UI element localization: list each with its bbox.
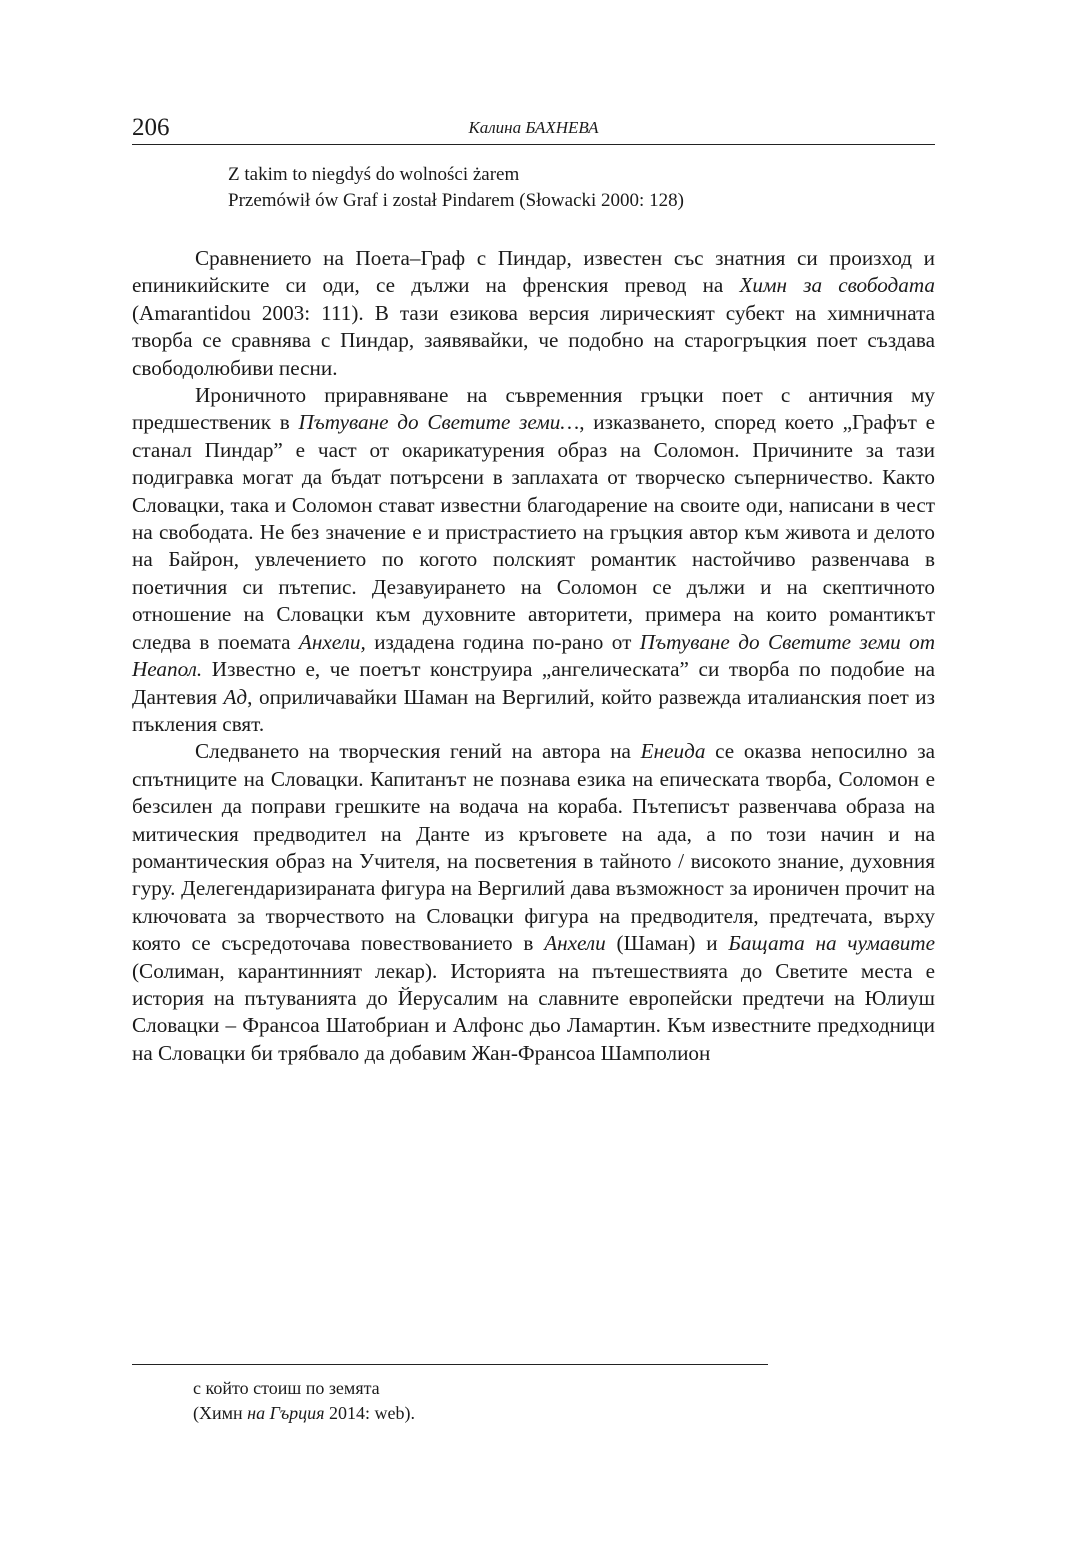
italic-title: Пътуване до Светите земи от Неапол. <box>132 629 936 682</box>
italic-title: на Гърция <box>247 1402 325 1423</box>
text-run: (Солиман, карантинният лекар). Историята на пътешествията до Светите места е история на пътуванията до Йерусалим на славните европейски предтечи на Юлиуш Словацки – Франсоа Шатобриан и Алфонс дьо Ламартин. Към известните предходници на Словацки би трябвало да добавим Жан-Франсоа Шамполион <box>132 958 935 1065</box>
text-run: се оказва непосилно за спътниците на Словацки. Капитанът не познава езика на епическата творба, Соломон е безсилен да поправи грешките на водача на кораба. Пътеписът развенчава образа на митическия предводител на Данте из кръговете на ада, а по този начин и на романтическия образ на Учителя, на посветения в тайното / високото знание, духовния гуру. Делегендаризираната фигура на Вергилий дава възможност за ироничен прочит на ключовата за творчеството на Словацки фигура на предводителя, предтечата, върху която се съсредоточава повествованието в <box>132 739 936 956</box>
italic-title: Анхели, <box>298 629 366 654</box>
text-run: 2014: web). <box>324 1402 416 1423</box>
italic-title: Бащата на чумавите <box>728 931 936 956</box>
italic-title: Енеида <box>640 739 706 764</box>
footnote-separator <box>132 1364 768 1365</box>
footnote-line <box>193 1401 793 1426</box>
page-header <box>132 112 935 145</box>
text-run: издадена година по-рано от <box>365 629 640 654</box>
text-run: Ироничното приравняване на съвременния гръцки поет с античния му предшественик в <box>132 383 935 435</box>
epigraph-line: Przemówił ów Graf i został Pindarem (Słowacki 2000: 128) <box>228 190 684 211</box>
text-run: Следването на творческия гений на автора на <box>195 739 641 764</box>
italic-title: Химн за свободата <box>739 273 935 298</box>
footnote-line: с който стоиш по земята <box>193 1378 380 1398</box>
text-run: (Шаман) и <box>605 931 729 956</box>
text-run: (Химн <box>193 1402 248 1423</box>
footnote <box>193 1376 793 1425</box>
text-run: (Amarantidou 2003: 111). В тази езикова версия лирическият субект на химничната творба се сравнява с Пиндар, заявявайки, че подобно на старогръцкия поет създава свободолюбиви песни. <box>132 300 935 380</box>
paragraph <box>132 382 935 738</box>
page-number: 206 <box>132 114 170 141</box>
text-run: , оприличавайки Шаман на Вергилий, който развежда италианския поет из пъкления свят. <box>132 684 936 736</box>
italic-title: Ад <box>223 684 248 709</box>
epigraph <box>228 162 928 214</box>
italic-title: Пътуване до Светите земи… <box>298 410 580 435</box>
running-head: Калина БАХНЕВА <box>468 118 599 137</box>
paragraph <box>132 245 935 382</box>
text-run: Сравнението на Поета–Граф с Пиндар, известен със знатния си произход и епиникийските си оди, се дължи на френския превод на <box>132 246 935 298</box>
epigraph-line: Z takim to niegdyś do wolności żarem <box>228 164 520 185</box>
text-run: Известно е, че поетът конструира „ангелическата” си творба по подобие на Дантевия <box>132 657 935 709</box>
body-text <box>132 245 935 1067</box>
text-run: , изказването, според което „Графът е станал Пиндар” е част от окарикатурения образ на Соломон. Причините за тази подигравка могат да бъдат потърсени в заплахата от творческо съперничество. Както Словацки, така и Соломон стават известни благодарение на своите оди, написани в чест на свободата. Не без значение е и пристрастието на гръцкия автор към живота и делото на Байрон, увлечението по когото полският романтик настойчиво развенчава в поетичния си пътепис. Дезавуирането на Соломон се дължи и на скептичното отношение на Словацки към духовните авторитети, примера на които романтикът следва в поемата <box>132 410 935 654</box>
paragraph <box>132 738 935 1067</box>
italic-title: Анхели <box>544 931 606 956</box>
